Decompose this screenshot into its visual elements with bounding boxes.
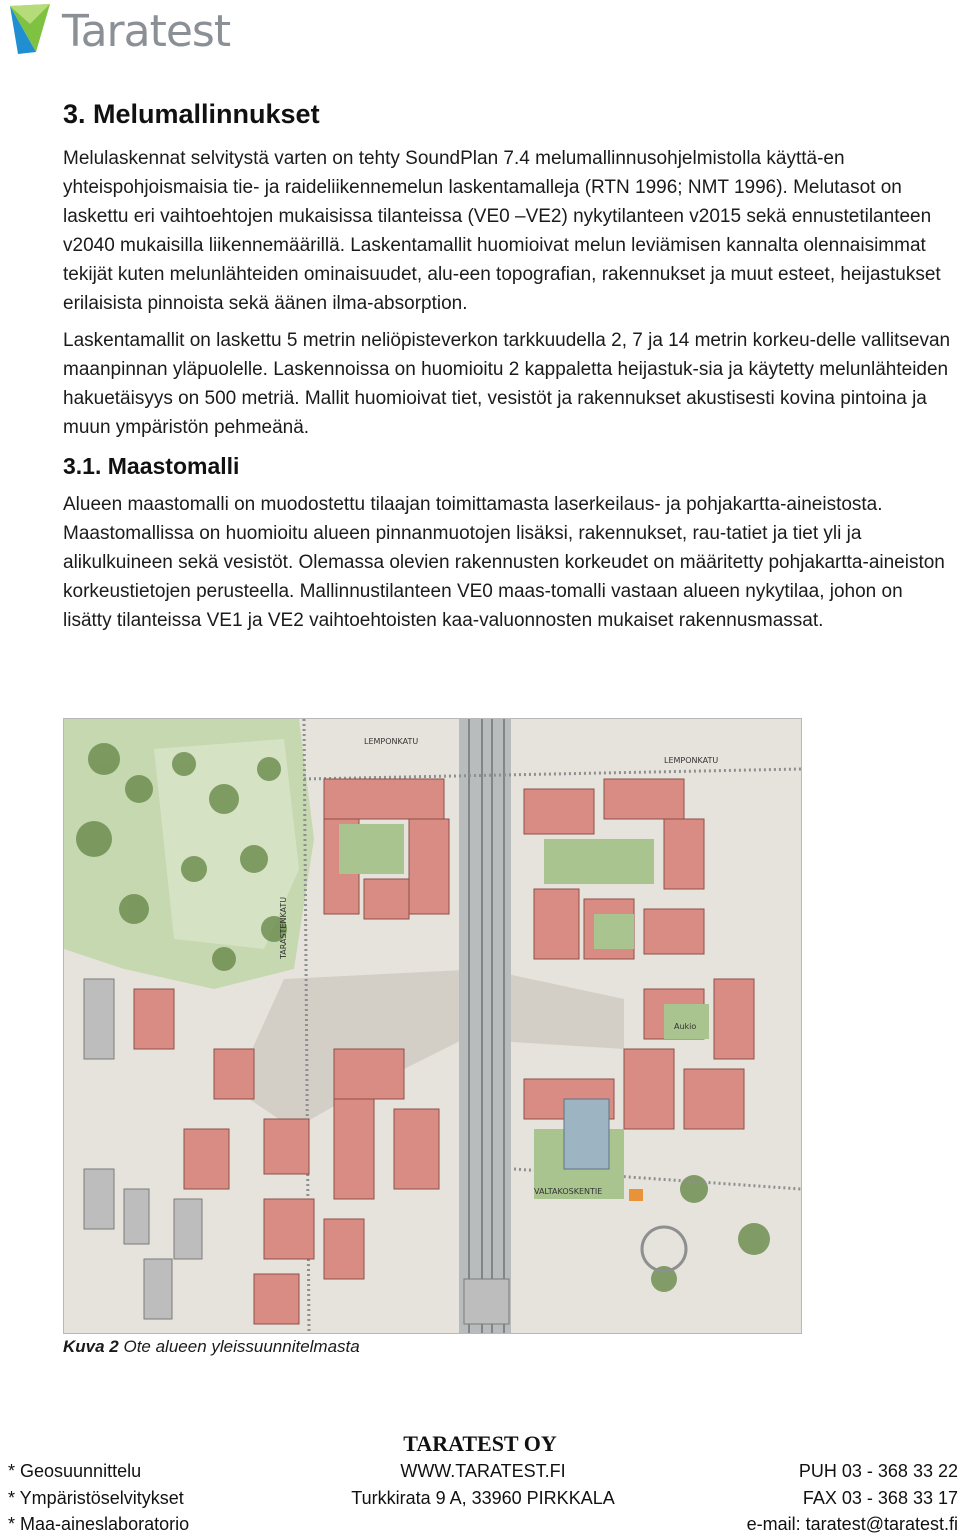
site-plan-map bbox=[64, 719, 801, 1333]
map-label-lemponkatu-2: LEMPONKATU bbox=[664, 756, 719, 765]
map-label-valtakoskentie: VALTAKOSKENTIE bbox=[534, 1187, 603, 1196]
footer-phone: PUH 03 - 368 33 22 bbox=[798, 1461, 958, 1481]
footer-email[interactable]: e-mail: taratest@taratest.fi bbox=[746, 1514, 958, 1534]
footer-service-2: * Ympäristöselvitykset bbox=[8, 1488, 184, 1508]
taratest-logo-icon bbox=[6, 2, 60, 56]
footer-service-1: * Geosuunnittelu bbox=[8, 1461, 142, 1481]
logo-wordmark: Taratest bbox=[62, 6, 231, 57]
footer-website[interactable]: WWW.TARATEST.FI bbox=[400, 1461, 566, 1481]
footer-fax: FAX 03 - 368 33 17 bbox=[802, 1488, 958, 1508]
figure-caption bbox=[63, 1337, 360, 1357]
main-content bbox=[63, 96, 955, 643]
map-label-lemponkatu-1: LEMPONKATU bbox=[364, 737, 419, 746]
page-header bbox=[6, 2, 266, 56]
section-paragraph-1: Melulaskennat selvitystä varten on tehty SoundPlan 7.4 melumallinnusohjelmistolla käyttä-en yhteispohjoismaisia tie- ja raideliikennemelun laskentamalleja (RTN 1996; NMT 1996). Melutasot on laskettu eri vaihtoehtojen mukaisissa tilanteissa (VE0 –VE2) nykytilanteen v2015 sekä ennustetilanteen v2040 mukaisilla liikennemäärillä. Laskentamallit huomioivat melun leviämisen kannalta olennaisimmat tekijät kuten melunlähteiden ominaisuudet, alu-een topografian, rakennukset ja muut esteet, heijastukset erilaisista pinnoista sekä äänen ilma-absorption. bbox=[63, 148, 941, 314]
subsection-heading: 3.1. Maastomalli bbox=[63, 453, 240, 479]
map-label-tarastenkatu: TARASTENKATU bbox=[279, 896, 288, 959]
map-label-aukio: Aukio bbox=[674, 1022, 697, 1031]
section-paragraph-2: Laskentamallit on laskettu 5 metrin neliöpisteverkon tarkkuudella 2, 7 ja 14 metrin korkeu-delle vallitsevan maanpinnan yläpuolelle. Laskennoissa on huomioitu 2 kappaletta heijastuk-sia ja käytetty melunlähteiden hakuetäisyys on 500 metriä. Mallit huomioivat tiet, vesistöt ja rakennukset akustisesti kovina pintoina ja muun ympäristön pehmeänä. bbox=[63, 330, 951, 438]
subsection-paragraph: Alueen maastomalli on muodostettu tilaajan toimittamasta laserkeilaus- ja pohjakartta-aineistosta. Maastomallissa on huomioitu alueen pinnanmuotojen lisäksi, rakennukset, rau-tatiet ja tiet yli ja alikulkuineen sekä vesistöt. Olemassa olevien rakennusten korkeudet on määritetty pohjakartta-aineiston korkeustietojen perusteella. Mallinnustilanteen VE0 maas-tomalli vastaan alueen nykytilaa, johon on lisätty tilanteissa VE1 ja VE2 vaihtoehtoisten kaa-valuonnosten mukaiset rakennusmassat. bbox=[63, 494, 945, 631]
footer-address: Turkkirata 9 A, 33960 PIRKKALA bbox=[351, 1488, 615, 1508]
caption-label: Kuva 2 bbox=[63, 1337, 119, 1356]
caption-text: Ote alueen yleissuunnitelmasta bbox=[118, 1337, 360, 1356]
footer-company: TARATEST OY bbox=[403, 1431, 557, 1456]
site-plan-figure bbox=[63, 718, 802, 1334]
section-heading: 3. Melumallinnukset bbox=[63, 99, 320, 129]
footer-service-3: * Maa-aineslaboratorio bbox=[8, 1514, 190, 1534]
